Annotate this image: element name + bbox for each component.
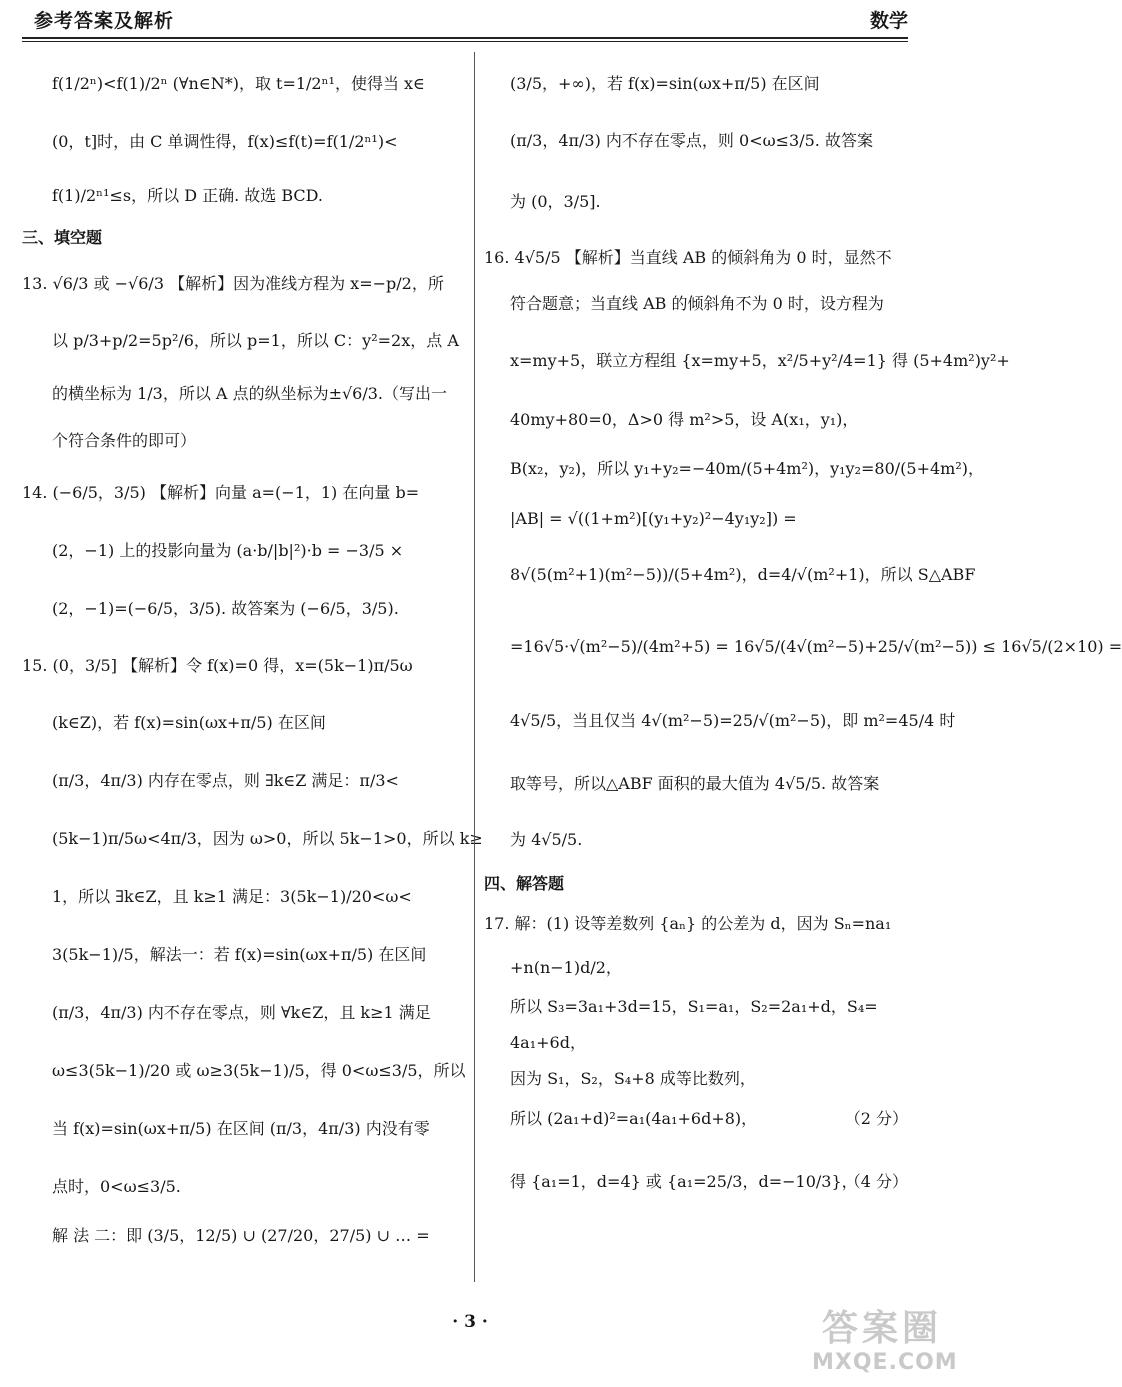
text-line — [22, 752, 452, 810]
header-subject: 数学 — [869, 10, 908, 32]
line-text: ω≤3(5k−1)/20 或 ω≥3(5k−1)/5，得 0<ω≤3/5，所以 — [52, 1061, 466, 1080]
text-line — [484, 326, 1010, 396]
line-text: 4√5/5，当且仅当 4√(m²−5)=25/√(m²−5)，即 m²=45/4 时 — [510, 711, 956, 730]
text-line — [484, 444, 985, 494]
watermark-url: MXQE.COM — [812, 1350, 958, 1375]
watermark-text: 答案圈 — [822, 1308, 943, 1349]
line-text: 4a₁+6d， — [510, 1033, 586, 1052]
text-line — [484, 1096, 908, 1142]
text-line — [22, 464, 452, 522]
text-line — [484, 990, 908, 1024]
text-line — [22, 370, 452, 418]
line-text: 所以 S₃=3a₁+3d=15，S₁=a₁，S₂=2a₁+d，S₄= — [510, 997, 878, 1016]
line-text: 四、解答题 — [484, 874, 565, 893]
text-line — [484, 112, 908, 170]
text-line — [22, 56, 452, 112]
line-text: (π/3，4π/3) 内不存在零点，则 0<ω≤3/5. 故答案 — [510, 131, 873, 150]
line-text: 三、填空题 — [22, 228, 103, 247]
line-text: (π/3，4π/3) 内存在零点，则 ∃k∈Z 满足：π/3< — [52, 771, 399, 790]
line-text: 点时，0<ω≤3/5. — [52, 1177, 181, 1196]
line-text: 个符合条件的即可） — [52, 431, 197, 450]
column-divider — [474, 52, 475, 1282]
text-line — [22, 868, 452, 926]
watermark-logo — [812, 1300, 988, 1380]
text-line — [484, 606, 1122, 688]
line-text: 13. √6/3 或 −√6/3 【解析】因为准线方程为 x=−p/2，所 — [22, 274, 444, 293]
line-text: 8√(5(m²+1)(m²−5))/(5+4m²)，d=4/√(m²+1)，所以 S△ABF — [510, 565, 976, 584]
text-line — [484, 396, 908, 444]
text-line — [22, 810, 483, 868]
text-line — [22, 312, 459, 370]
text-line — [484, 282, 908, 326]
text-line — [484, 494, 908, 544]
line-text: 所以 (2a₁+d)²=a₁(4a₁+6d+8)， — [510, 1109, 758, 1128]
line-text: 符合题意；当直线 AB 的倾斜角不为 0 时，设方程为 — [510, 294, 884, 313]
section-heading — [484, 866, 908, 902]
text-line — [484, 56, 908, 112]
text-line — [484, 170, 908, 234]
text-line — [22, 172, 452, 220]
text-line — [22, 1158, 452, 1216]
text-line — [484, 1024, 908, 1062]
line-text: 17. 解：(1) 设等差数列 {aₙ} 的公差为 d，因为 Sₙ=na₁ — [484, 914, 892, 933]
text-line — [22, 1100, 452, 1158]
line-text: (π/3，4π/3) 内不存在零点，则 ∀k∈Z，且 k≥1 满足 — [52, 1003, 431, 1022]
line-text: x=my+5，联立方程组 {x=my+5，x²/5+y²/4=1} 得 (5+4m²)y²+ — [510, 351, 1010, 370]
text-line — [22, 984, 452, 1042]
line-text: +n(n−1)d/2， — [510, 958, 622, 977]
text-line — [22, 694, 452, 752]
line-text: f(1)/2ⁿ¹≤s，所以 D 正确. 故选 BCD. — [52, 186, 324, 205]
line-text: 1，所以 ∃k∈Z，且 k≥1 满足：3(5k−1)/20<ω< — [52, 887, 412, 906]
line-text: 解 法 二：即 (3/5，12/5) ∪ (27/20，27/5) ∪ … = — [52, 1226, 430, 1245]
line-text: (2，−1) 上的投影向量为 (a·b/|b|²)·b = −3/5 × — [52, 541, 404, 560]
line-text: 得 {a₁=1，d=4} 或 {a₁=25/3，d=−10/3}， — [510, 1172, 858, 1191]
right-column — [484, 56, 1122, 1222]
line-text: (k∈Z)，若 f(x)=sin(ωx+π/5) 在区间 — [52, 713, 326, 732]
line-text: 因为 S₁，S₂，S₄+8 成等比数列， — [510, 1069, 756, 1088]
text-line — [484, 946, 908, 990]
text-line — [484, 902, 908, 946]
text-line — [484, 1142, 908, 1222]
line-text: 取等号，所以△ABF 面积的最大值为 4√5/5. 故答案 — [510, 774, 880, 793]
text-line — [22, 522, 452, 580]
text-line — [484, 814, 908, 866]
line-text: 以 p/3+p/2=5p²/6，所以 p=1，所以 C：y²=2x，点 A — [52, 331, 459, 350]
line-text: f(1/2ⁿ)<f(1)/2ⁿ (∀n∈N*)，取 t=1/2ⁿ¹，使得当 x∈ — [52, 74, 425, 93]
line-text: 的横坐标为 1/3，所以 A 点的纵坐标为±√6/3.（写出一 — [52, 384, 448, 403]
text-line — [22, 580, 452, 638]
text-line — [484, 1062, 908, 1096]
page-number: · 3 · — [452, 1312, 488, 1332]
text-line — [22, 1216, 452, 1256]
line-text: (3/5，+∞)，若 f(x)=sin(ωx+π/5) 在区间 — [510, 74, 820, 93]
score-mark: （4 分） — [844, 1172, 908, 1191]
line-text: 当 f(x)=sin(ωx+π/5) 在区间 (π/3，4π/3) 内没有零 — [52, 1119, 430, 1138]
line-text: B(x₂，y₂)，所以 y₁+y₂=−40m/(5+4m²)，y₁y₂=80/(5+4m²)， — [510, 459, 985, 478]
text-line — [22, 256, 452, 312]
header-title: 参考答案及解析 — [34, 10, 175, 32]
header-rule-thick — [22, 37, 908, 39]
text-line — [484, 234, 908, 282]
text-line — [22, 926, 452, 984]
line-text: 15. (0，3/5] 【解析】令 f(x)=0 得，x=(5k−1)π/5ω — [22, 656, 413, 675]
text-line — [22, 418, 452, 464]
text-line — [484, 754, 908, 814]
left-column — [22, 56, 483, 1256]
text-line — [22, 112, 452, 172]
header-rule-thin — [22, 41, 908, 42]
line-text: 3(5k−1)/5，解法一：若 f(x)=sin(ωx+π/5) 在区间 — [52, 945, 427, 964]
line-text: (2，−1)=(−6/5，3/5). 故答案为 (−6/5，3/5). — [52, 599, 399, 618]
text-line — [22, 1042, 466, 1100]
section-heading — [22, 220, 452, 256]
line-text: =16√5·√(m²−5)/(4m²+5) = 16√5/(4√(m²−5)+25/√(m²−5)) ≤ 16√5/(2×10) = — [510, 637, 1122, 656]
line-text: 14. (−6/5，3/5) 【解析】向量 a=(−1，1) 在向量 b= — [22, 483, 420, 502]
text-line — [484, 688, 956, 754]
line-text: 40my+80=0，Δ>0 得 m²>5，设 A(x₁，y₁)， — [510, 410, 859, 429]
page-header — [22, 0, 908, 40]
score-mark: （2 分） — [844, 1109, 908, 1128]
line-text: 16. 4√5/5 【解析】当直线 AB 的倾斜角为 0 时，显然不 — [484, 248, 892, 267]
line-text: 为 4√5/5. — [510, 830, 583, 849]
text-line — [22, 638, 452, 694]
line-text: (0，t]时，由 C 单调性得，f(x)≤f(t)=f(1/2ⁿ¹)< — [52, 132, 398, 151]
line-text: 为 (0，3/5]. — [510, 192, 601, 211]
text-line — [484, 544, 976, 606]
line-text: |AB| = √((1+m²)[(y₁+y₂)²−4y₁y₂]) = — [510, 509, 797, 528]
line-text: (5k−1)π/5ω<4π/3，因为 ω>0，所以 5k−1>0，所以 k≥ — [52, 829, 483, 848]
